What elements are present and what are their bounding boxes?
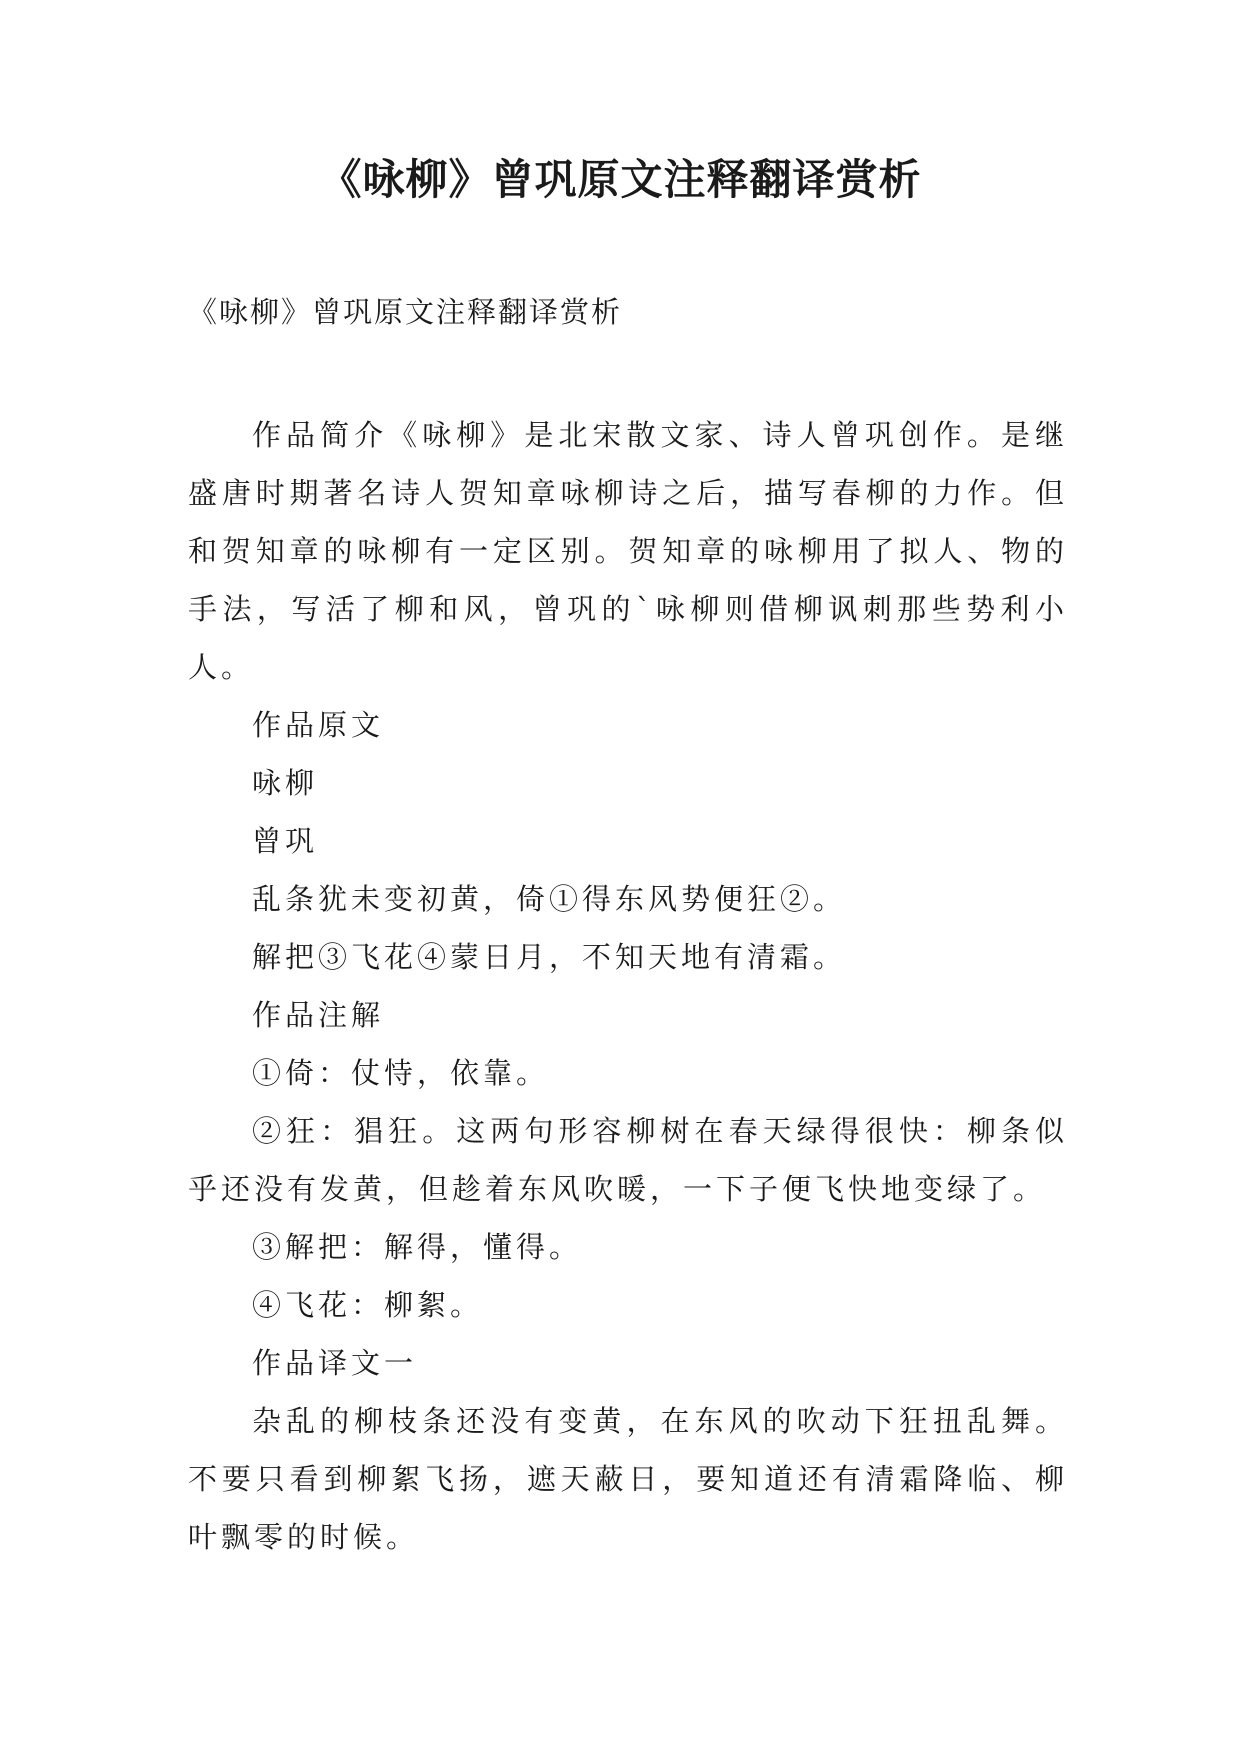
annotation-2: ②狂：猖狂。这两句形容柳树在春天绿得很快：柳条似乎还没有发黄，但趁着东风吹暖，一下子便飞快地变绿了。 [188, 1114, 1068, 1206]
document-subtitle: 《咏柳》曾巩原文注释翻译赏析 [188, 295, 623, 329]
poem-title: 咏柳 [252, 766, 319, 800]
annotation-3: ③解把：解得，懂得。 [252, 1230, 583, 1264]
poem-author: 曾巩 [252, 824, 319, 858]
annotation-4: ④飞花：柳絮。 [252, 1288, 484, 1322]
poem-line-1: 乱条犹未变初黄，倚①得东风势便狂②。 [252, 882, 847, 916]
poem-line-2: 解把③飞花④蒙日月，不知天地有清霜。 [252, 940, 847, 974]
heading-translation: 作品译文一 [252, 1346, 418, 1380]
document-title: 《咏柳》曾巩原文注释翻译赏析 [319, 155, 922, 204]
translation-text: 杂乱的柳枝条还没有变黄，在东风的吹动下狂扭乱舞。不要只看到柳絮飞扬，遮天蔽日，要知道还有清霜降临、柳叶飘零的时候。 [188, 1404, 1068, 1554]
heading-annotations: 作品注解 [252, 998, 385, 1032]
document-body [188, 406, 1068, 1566]
annotation-1: ①倚：仗恃，依靠。 [252, 1056, 550, 1090]
heading-original-text: 作品原文 [252, 708, 385, 742]
paragraph-intro: 作品简介《咏柳》是北宋散文家、诗人曾巩创作。是继盛唐时期著名诗人贺知章咏柳诗之后，描写春柳的力作。但和贺知章的咏柳有一定区别。贺知章的咏柳用了拟人、物的手法，写活了柳和风，曾巩的`咏柳则借柳讽刺那些势利小人。 [188, 418, 1068, 684]
